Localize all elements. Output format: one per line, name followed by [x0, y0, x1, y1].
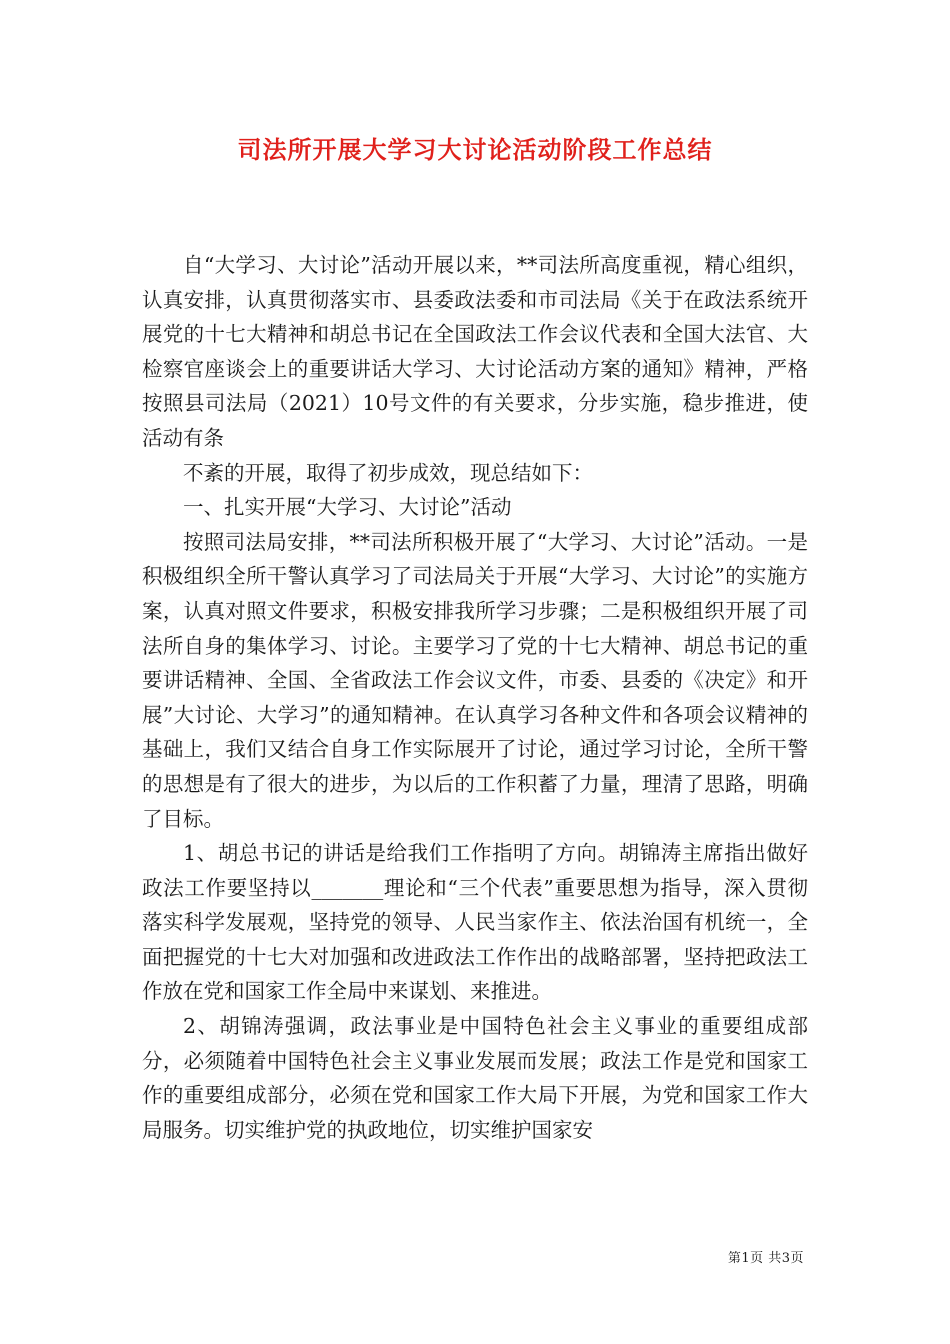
paragraph-intro-continued: 不紊的开展，取得了初步成效，现总结如下： [183, 460, 593, 485]
document-title: 司法所开展大学习大讨论活动阶段工作总结 [237, 135, 713, 164]
page-number-footer: 第1页 共3页 [727, 1251, 804, 1266]
document-body [142, 248, 808, 1147]
paragraph-section-1: 按照司法局安排，**司法所积极开展了“大学习、大讨论”活动。一是积极组织全所干警认真学习了司法局关于开展“大学习、大讨论”的实施方案，认真对照文件要求，积极安排我所学习步骤；二是积极组织开展了司法所自身的集体学习、讨论。主要学习了党的十七大精神、胡总书记的重要讲话精神、全国、全省政法工作会议文件，市委、县委的《决定》和开展”大讨论、大学习”的通知精神。在认真学习各种文件和各项会议精神的基础上，我们又结合自身工作实际展开了讨论，通过学习讨论，全所干警的思想是有了很大的进步，为以后的工作积蓄了力量，理清了思路，明确了目标。 [142, 529, 808, 831]
paragraph-intro: 自“大学习、大讨论”活动开展以来，**司法所高度重视，精心组织，认真安排，认真贯彻落实市、县委政法委和市司法局《关于在政法系统开展党的十七大精神和胡总书记在全国政法工作会议代表和全国大法官、大检察官座谈会上的重要讲话大学习、大讨论活动方案的通知》精神，严格按照县司法局（2021）10号文件的有关要求，分步实施，稳步推进，使活动有条 [142, 253, 808, 450]
section-heading-1: 一、扎实开展“大学习、大讨论”活动 [183, 495, 512, 520]
paragraph-point-2: 2、胡锦涛强调，政法事业是中国特色社会主义事业的重要组成部分，必须随着中国特色社会主义事业发展而发展；政法工作是党和国家工作的重要组成部分，必须在党和国家工作大局下开展，为党和国家工作大局服务。切实维护党的执政地位，切实维护国家安 [142, 1014, 808, 1142]
paragraph-point-1: 1、胡总书记的讲话是给我们工作指明了方向。胡锦涛主席指出做好政法工作要坚持以_______理论和“三个代表”重要思想为指导，深入贯彻落实科学发展观，坚持党的领导、人民当家作主、依法治国有机统一，全面把握党的十七大对加强和改进政法工作作出的战略部署，坚持把政法工作放在党和国家工作全局中来谋划、来推进。 [142, 841, 808, 1004]
